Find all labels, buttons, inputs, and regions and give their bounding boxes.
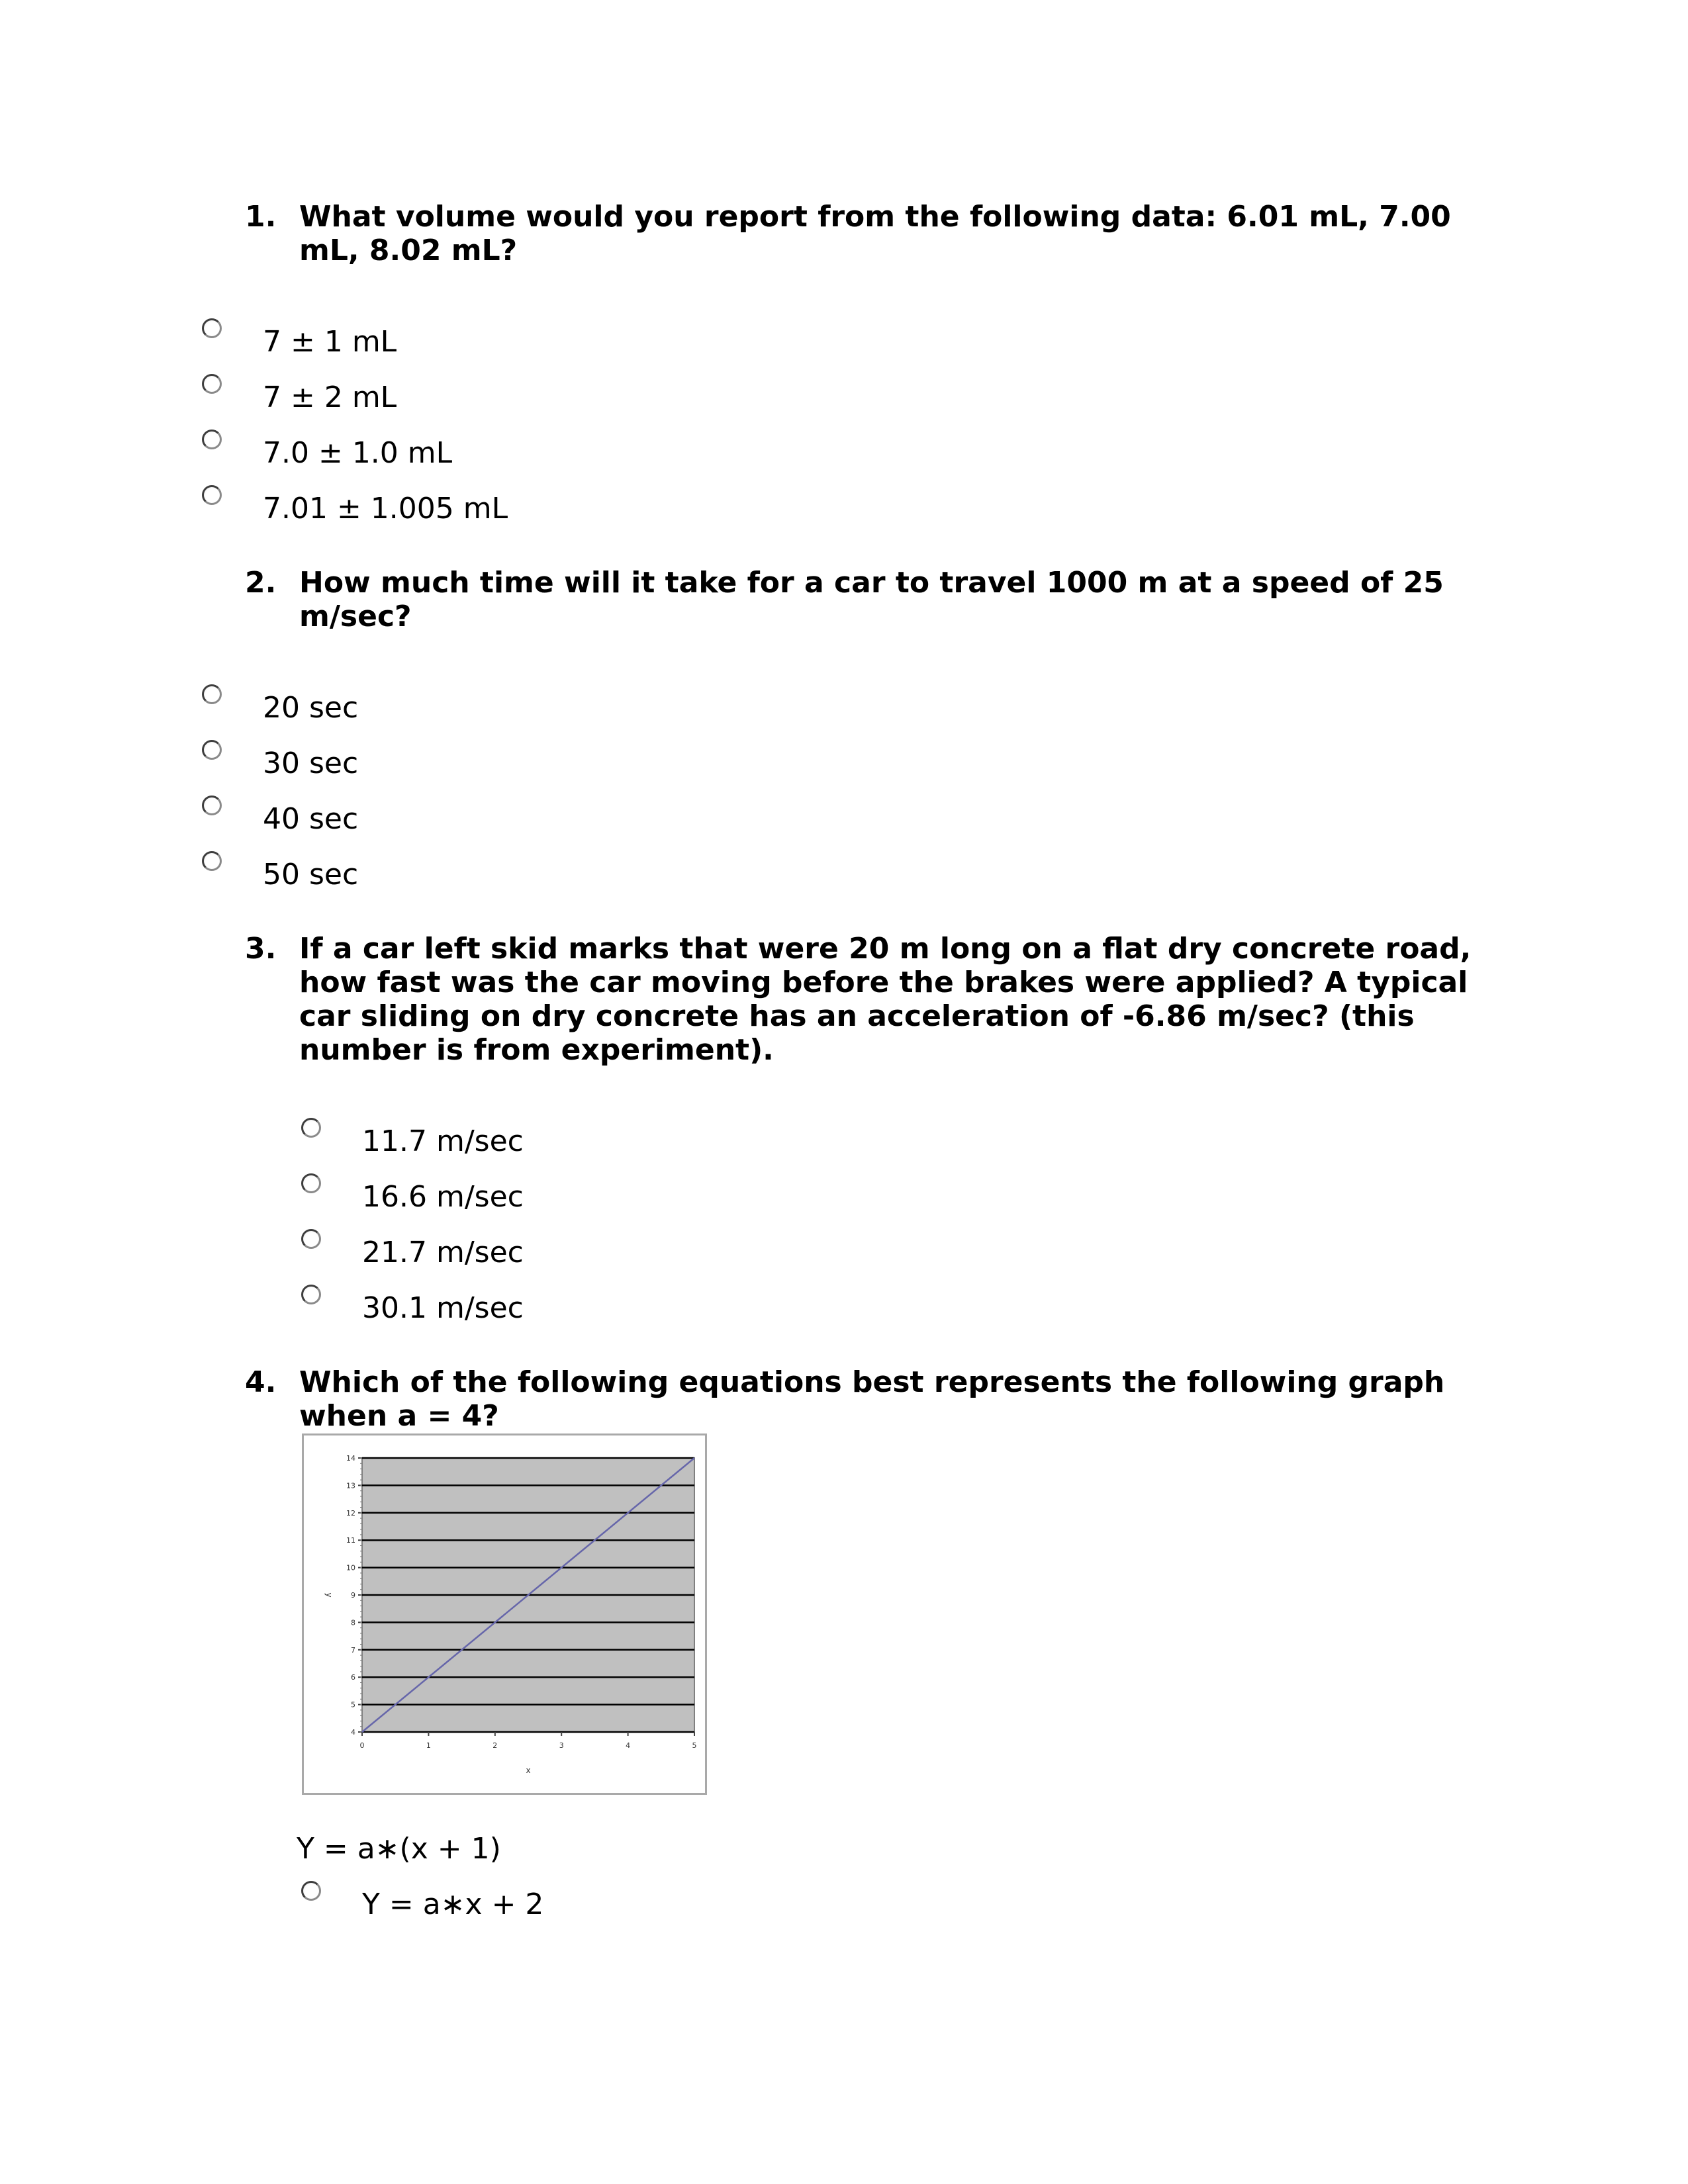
radio-button[interactable] <box>202 430 222 449</box>
question-2 <box>245 566 1503 633</box>
radio-button[interactable] <box>202 318 222 338</box>
question-number: 1. <box>245 200 277 234</box>
option-label: 7 ± 2 mL <box>263 381 397 414</box>
x-tick-label: 1 <box>426 1741 431 1750</box>
y-tick-label: 14 <box>346 1454 355 1463</box>
y-tick-label: 9 <box>351 1591 355 1600</box>
y-tick-label: 8 <box>351 1618 355 1627</box>
option-label: 21.7 m/sec <box>362 1236 524 1269</box>
y-tick-label: 10 <box>346 1563 355 1572</box>
question-1 <box>245 200 1503 267</box>
question-3 <box>245 932 1503 1067</box>
radio-button[interactable] <box>202 485 222 505</box>
radio-button[interactable] <box>301 1229 321 1249</box>
option-label: 16.6 m/sec <box>362 1180 524 1214</box>
question-text: What volume would you report from the following data: 6.01 mL, 7.00 mL, 8.02 mL? <box>299 200 1451 267</box>
y-axis-label: y <box>324 1592 334 1598</box>
radio-button[interactable] <box>301 1881 321 1901</box>
y-tick-label: 5 <box>351 1700 355 1709</box>
question-number: 2. <box>245 566 277 600</box>
radio-button[interactable] <box>301 1173 321 1193</box>
option-label: 40 sec <box>263 802 359 836</box>
option-label: 7 ± 1 mL <box>263 325 397 359</box>
line-chart <box>304 1435 705 1793</box>
x-axis-label: x <box>526 1766 531 1775</box>
option-label: 7.01 ± 1.005 mL <box>263 492 508 525</box>
option-label: 30 sec <box>263 747 359 780</box>
question-number: 4. <box>245 1365 277 1399</box>
question-4 <box>245 1365 1503 1433</box>
y-tick-label: 7 <box>351 1645 355 1655</box>
question-text: If a car left skid marks that were 20 m long on a flat dry concrete road, how fast was the car moving before the brakes were applied? A typical car sliding on dry concrete has an acceleration of -6.86 m/sec? (this number is from experiment). <box>299 932 1472 1067</box>
radio-button[interactable] <box>202 796 222 815</box>
question-text: Which of the following equations best represents the following graph when a = 4? <box>299 1365 1445 1433</box>
option-label: 50 sec <box>263 858 359 891</box>
x-tick-label: 4 <box>626 1741 631 1750</box>
question-text: How much time will it take for a car to travel 1000 m at a speed of 25 m/sec? <box>299 566 1444 633</box>
radio-button[interactable] <box>202 851 222 871</box>
option-label: 11.7 m/sec <box>362 1124 524 1158</box>
option-label: 20 sec <box>263 691 359 725</box>
option-label: Y = a∗x + 2 <box>362 1888 544 1921</box>
x-tick-label: 3 <box>559 1741 564 1750</box>
x-tick-label: 2 <box>492 1741 498 1750</box>
y-tick-label: 13 <box>346 1481 355 1490</box>
y-tick-label: 4 <box>351 1728 355 1737</box>
equation-option-text: Y = a∗(x + 1) <box>297 1832 501 1866</box>
y-tick-label: 11 <box>346 1536 355 1545</box>
graph-image <box>302 1433 707 1795</box>
option-label: 30.1 m/sec <box>362 1291 524 1325</box>
radio-button[interactable] <box>202 684 222 704</box>
radio-button[interactable] <box>301 1285 321 1304</box>
option-label: 7.0 ± 1.0 mL <box>263 436 453 470</box>
radio-button[interactable] <box>202 740 222 760</box>
x-tick-label: 0 <box>359 1741 365 1750</box>
radio-button[interactable] <box>301 1118 321 1138</box>
question-number: 3. <box>245 932 277 966</box>
x-tick-label: 5 <box>692 1741 697 1750</box>
y-tick-label: 12 <box>346 1508 355 1518</box>
radio-button[interactable] <box>202 374 222 394</box>
y-tick-label: 6 <box>351 1673 355 1682</box>
